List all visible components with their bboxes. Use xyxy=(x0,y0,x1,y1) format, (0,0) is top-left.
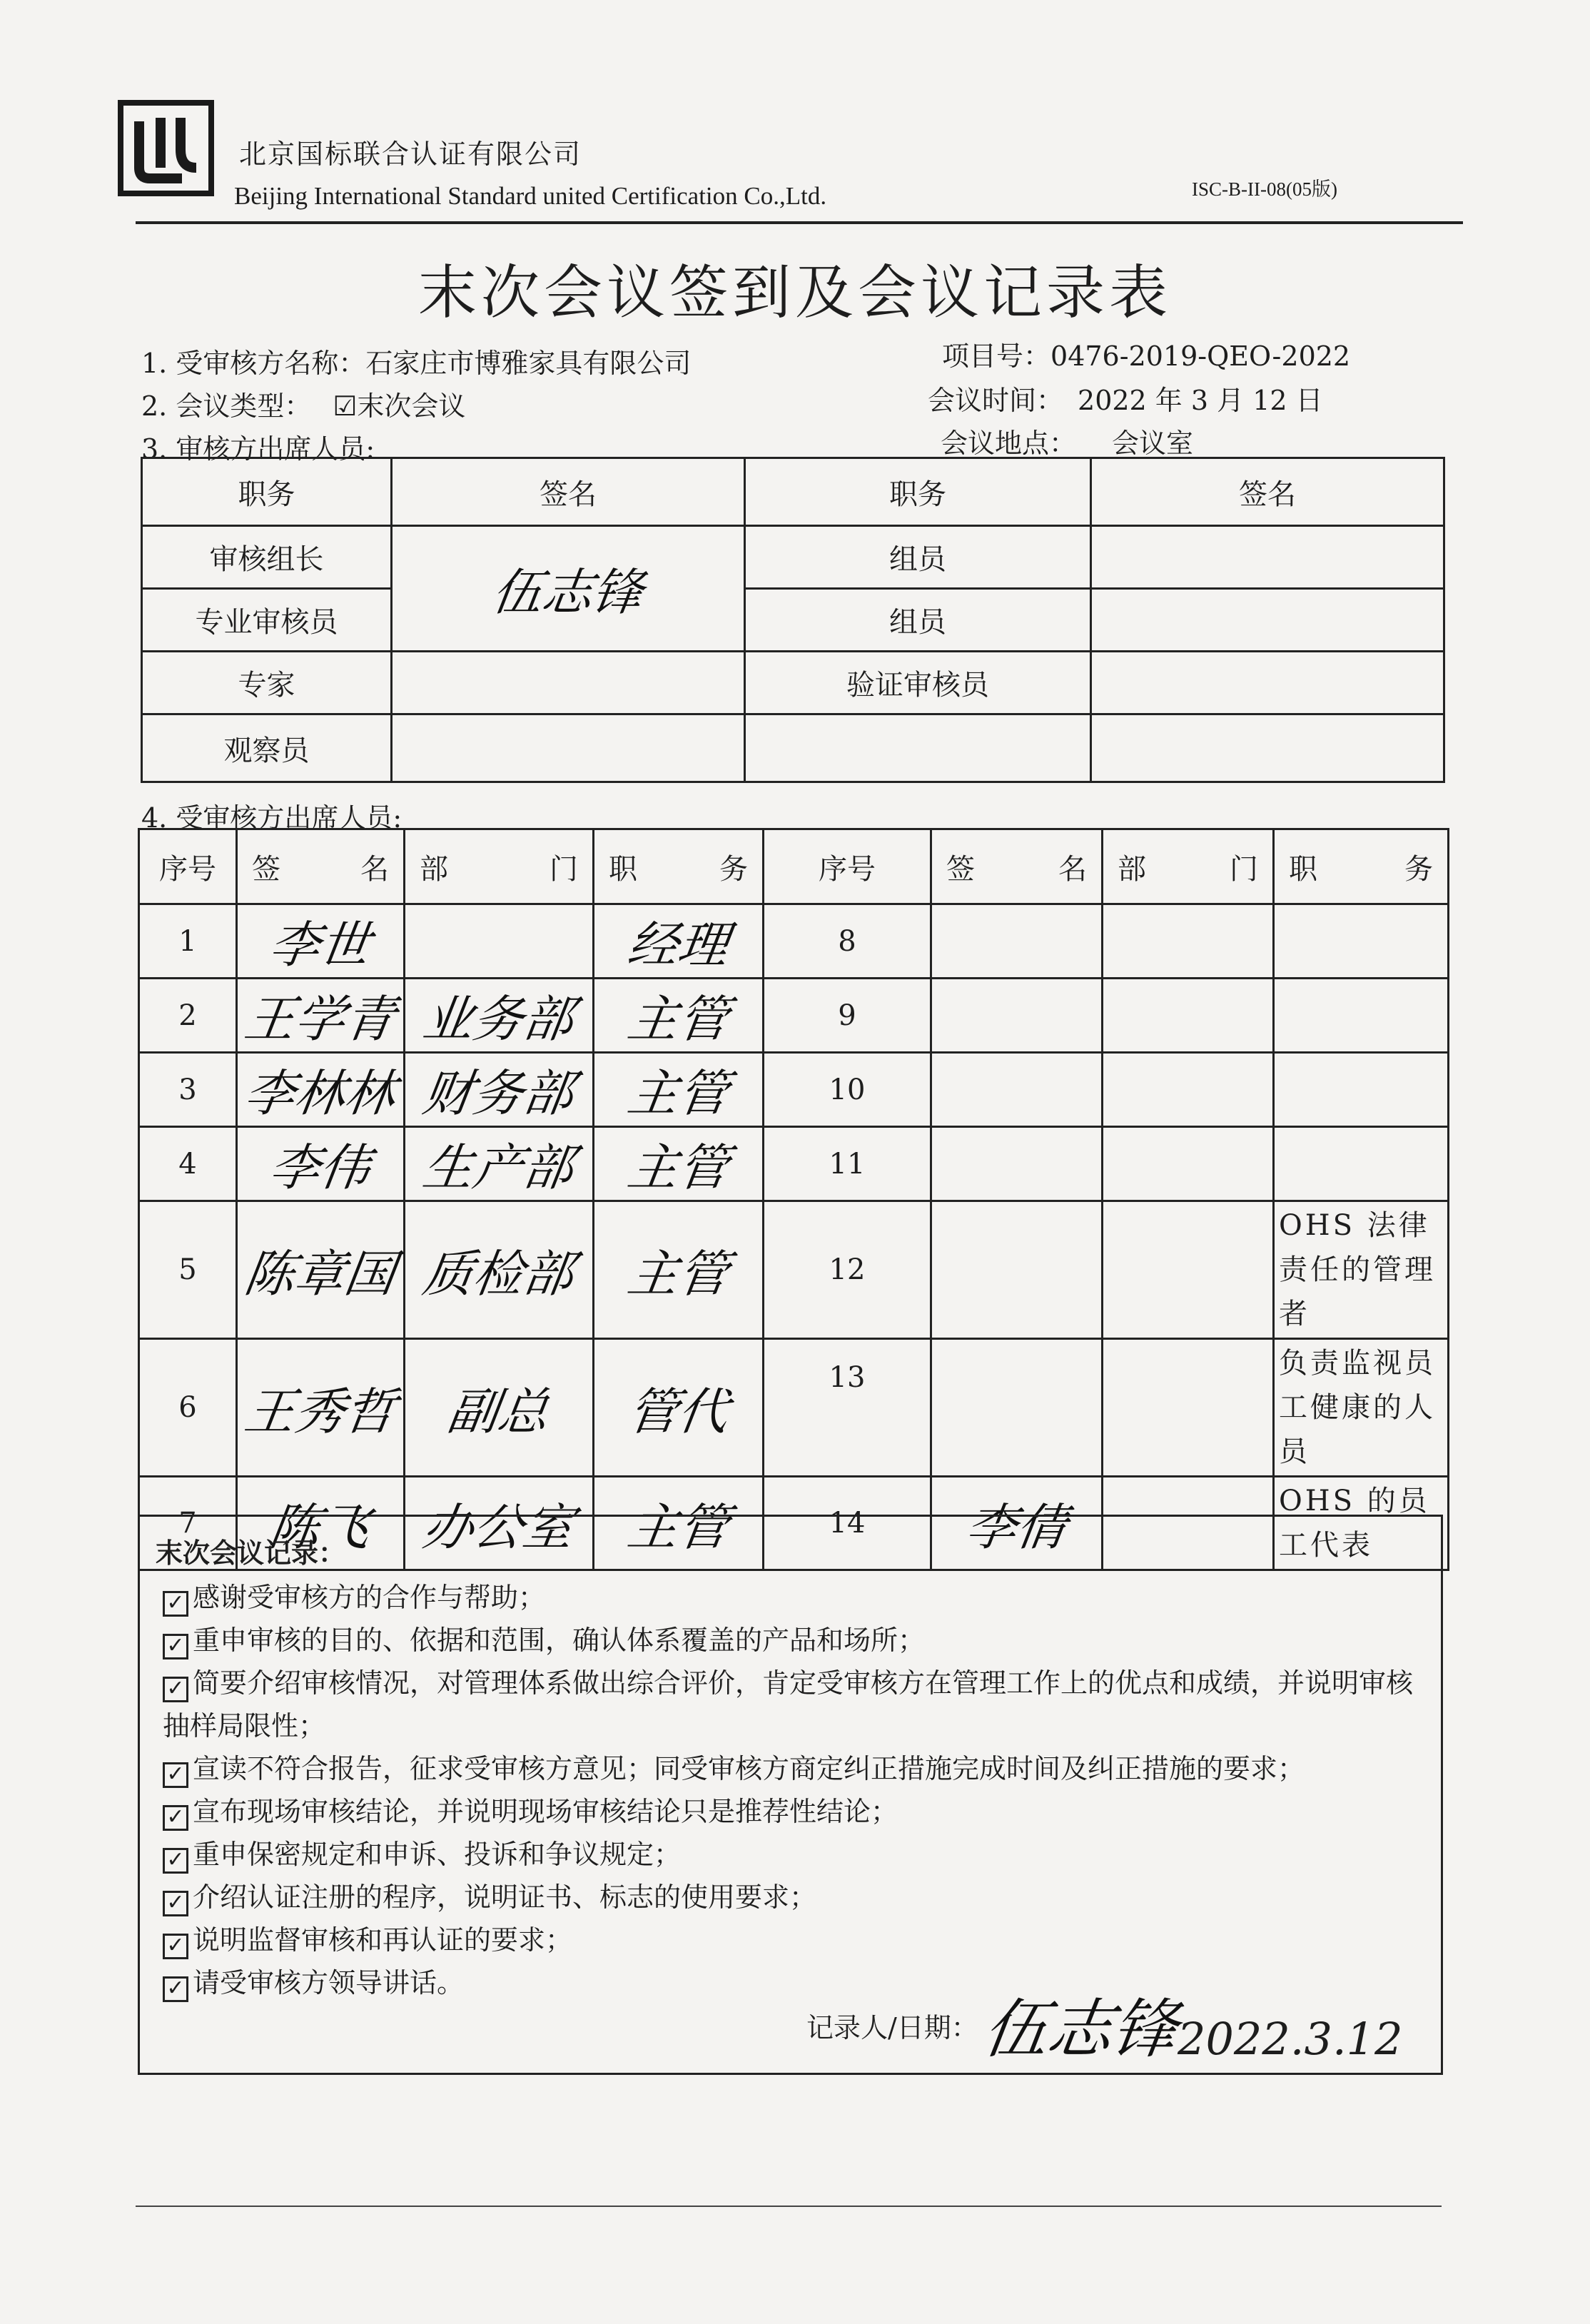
signature-cell xyxy=(1091,714,1444,782)
company-name-cn: 北京国标联合认证有限公司 xyxy=(239,138,582,170)
title-cell xyxy=(594,1339,764,1477)
title-cell-2 xyxy=(1274,904,1449,979)
signature-cell xyxy=(1091,589,1444,652)
row-no-2: 13 xyxy=(764,1339,931,1477)
row-no: 5 xyxy=(139,1201,237,1339)
row-no: 6 xyxy=(139,1339,237,1477)
table-row xyxy=(139,979,1449,1053)
role-expert: 专家 xyxy=(142,652,392,714)
meeting-type-line xyxy=(141,384,465,423)
checkbox-checked-icon: ✓ xyxy=(163,1634,188,1659)
header-dept-2: 部 门 xyxy=(1103,829,1274,904)
sign-cell-2 xyxy=(931,979,1103,1053)
note-item: ✓ 重申保密规定和申诉、投诉和争议规定； xyxy=(163,1833,1428,1876)
note-item: ✓ 重申审核的目的、依据和范围，确认体系覆盖的产品和场所； xyxy=(163,1619,1428,1662)
dept-value: 财务部 xyxy=(419,1064,577,1123)
table-row xyxy=(139,1127,1449,1201)
meeting-time-label: 会议时间： xyxy=(928,385,1064,416)
signature-cell xyxy=(392,714,745,782)
attendee-signature-2: 李倩 xyxy=(961,1497,1070,1557)
note-item: ✓ 请受审核方领导讲话。 xyxy=(163,1961,1428,2004)
attendee-signature: 陈飞 xyxy=(265,1497,374,1557)
table-row xyxy=(139,1053,1449,1127)
notes-title: 末次会议记录： xyxy=(156,1537,346,1569)
sign-cell xyxy=(237,1201,405,1339)
meeting-type-label: 2. 会议类型： xyxy=(141,390,312,422)
checkbox-checked-icon: ✓ xyxy=(163,1848,188,1874)
meeting-notes-box xyxy=(138,1515,1443,2075)
recorder-date: 2022.3.12 xyxy=(1178,2013,1403,2065)
title-cell xyxy=(594,1201,764,1339)
recorder-label: 记录人/日期： xyxy=(806,2012,978,2043)
title-cell-2: 负责监视员工健康的人员 xyxy=(1274,1339,1449,1477)
dept-cell xyxy=(405,1053,594,1127)
auditor-attendance-table xyxy=(141,457,1445,783)
attendee-signature: 李林林 xyxy=(240,1064,399,1123)
table-row xyxy=(139,904,1449,979)
row-no: 1 xyxy=(139,904,237,979)
auditee-attendees-label: 4. 受审核方出席人员: xyxy=(141,802,402,834)
row-no: 3 xyxy=(139,1053,237,1127)
recorder-signature: 伍志锋 xyxy=(978,1992,1183,2067)
checkbox-checked-icon: ✓ xyxy=(163,1762,188,1788)
dept-value: 副总 xyxy=(444,1382,552,1441)
dept-value: 办公室 xyxy=(419,1497,577,1557)
row-no-2: 11 xyxy=(764,1127,931,1201)
title-value: 主管 xyxy=(623,1497,732,1557)
checkbox-checked-icon: ✓ xyxy=(163,1805,188,1831)
dept-cell-2 xyxy=(1103,1127,1274,1201)
auditor-signature: 伍志锋 xyxy=(488,563,647,622)
meeting-time-line xyxy=(928,378,1323,418)
header-dept: 部 门 xyxy=(405,829,594,904)
meeting-time-value: 2022 年 3 月 12 日 xyxy=(1078,385,1323,416)
meeting-place-value: 会议室 xyxy=(1112,428,1194,459)
header-no: 序号 xyxy=(139,829,237,904)
project-label: 项目号： xyxy=(942,340,1051,372)
checkbox-checked-icon: ✓ xyxy=(163,1891,188,1916)
title-cell xyxy=(594,979,764,1053)
dept-cell-2 xyxy=(1103,979,1274,1053)
note-item: ✓ 简要介绍审核情况，对管理体系做出综合评价，肯定受审核方在管理工作上的优点和成绩，并说明审核抽样局限性； xyxy=(163,1667,1414,1742)
lead-auditor-signature xyxy=(392,526,745,652)
header-no-2: 序号 xyxy=(764,829,931,904)
dept-cell xyxy=(405,904,594,979)
title-cell xyxy=(594,904,764,979)
title-cell xyxy=(594,1127,764,1201)
header-title-2: 职 务 xyxy=(1274,829,1449,904)
attendee-signature: 李世 xyxy=(265,916,374,974)
checkbox-checked-icon: ✓ xyxy=(163,1934,188,1959)
project-line xyxy=(942,334,1350,373)
title-value: 主管 xyxy=(623,1064,732,1123)
role-verification-auditor: 验证审核员 xyxy=(745,652,1091,714)
row-no-2: 10 xyxy=(764,1053,931,1127)
attendee-signature: 陈章国 xyxy=(240,1244,399,1303)
header-signature-right: 签名 xyxy=(1091,458,1444,526)
sign-cell xyxy=(237,979,405,1053)
footer-divider xyxy=(136,2206,1442,2207)
sign-cell xyxy=(237,1339,405,1477)
note-item: ✓ 说明监督审核和再认证的要求； xyxy=(163,1919,1428,1961)
note-item: ✓ 感谢受审核方的合作与帮助； xyxy=(163,1576,1428,1619)
company-name-en: Beijing International Standard united Certification Co.,Ltd. xyxy=(234,182,827,210)
row-no: 7 xyxy=(139,1477,237,1570)
document-code: ISC-B-II-08(05版) xyxy=(1192,178,1337,200)
header-title: 职 务 xyxy=(594,829,764,904)
sign-cell xyxy=(237,1127,405,1201)
row-no-2: 14 xyxy=(764,1477,931,1570)
header-role-right: 职务 xyxy=(745,458,1091,526)
role-professional-auditor: 专业审核员 xyxy=(142,589,392,652)
sign-cell-2 xyxy=(931,1053,1103,1127)
header-divider xyxy=(136,221,1463,224)
project-value: 0476-2019-QEO-2022 xyxy=(1050,340,1351,372)
title-value: 主管 xyxy=(623,990,732,1049)
dept-value: 质检部 xyxy=(419,1244,577,1303)
dept-cell xyxy=(405,1201,594,1339)
role-lead-auditor: 审核组长 xyxy=(142,526,392,589)
note-item: ✓ 介绍认证注册的程序，说明证书、标志的使用要求； xyxy=(163,1876,1428,1919)
title-value: 主管 xyxy=(623,1138,732,1197)
dept-cell-2 xyxy=(1103,1053,1274,1127)
title-value: 经理 xyxy=(623,916,732,974)
role-member-2: 组员 xyxy=(745,589,1091,652)
dept-cell xyxy=(405,979,594,1053)
row-no: 2 xyxy=(139,979,237,1053)
title-cell-2: OHS 的员工代表 xyxy=(1274,1477,1449,1570)
sign-cell-2 xyxy=(931,1339,1103,1477)
auditee-value: 石家庄市博雅家具有限公司 xyxy=(365,348,692,379)
row-no: 4 xyxy=(139,1127,237,1201)
title-cell-2 xyxy=(1274,979,1449,1053)
checkbox-checked-icon: ✓ xyxy=(163,1677,188,1702)
dept-value: 生产部 xyxy=(419,1138,577,1197)
sign-cell-2 xyxy=(931,1201,1103,1339)
company-logo xyxy=(118,100,214,196)
table-row xyxy=(139,1339,1449,1477)
auditee-name-line xyxy=(141,341,691,380)
signature-cell xyxy=(1091,526,1444,589)
title-cell xyxy=(594,1053,764,1127)
header-role-left: 职务 xyxy=(142,458,392,526)
sign-cell-2 xyxy=(931,1127,1103,1201)
attendee-signature: 李伟 xyxy=(265,1138,374,1197)
checkbox-checked-icon: ✓ xyxy=(163,1976,188,2002)
dept-cell-2 xyxy=(1103,1339,1274,1477)
header-sign: 签 名 xyxy=(237,829,405,904)
note-item: ✓ 宣读不符合报告，征求受审核方意见；同受审核方商定纠正措施完成时间及纠正措施的要求； xyxy=(163,1747,1428,1790)
attendee-signature: 王学青 xyxy=(240,990,399,1049)
auditee-attendance-table xyxy=(138,828,1449,1571)
checkbox-checked-icon: ✓ xyxy=(163,1591,188,1617)
row-no-2: 9 xyxy=(764,979,931,1053)
signature-cell xyxy=(392,652,745,714)
row-no-2: 12 xyxy=(764,1201,931,1339)
header-signature-left: 签名 xyxy=(392,458,745,526)
title-cell-2 xyxy=(1274,1053,1449,1127)
row-no-2: 8 xyxy=(764,904,931,979)
attendee-signature: 王秀哲 xyxy=(240,1382,399,1441)
meeting-place-line xyxy=(941,421,1193,460)
dept-value: 业务部 xyxy=(419,990,577,1049)
title-cell-2: OHS 法律责任的管理者 xyxy=(1274,1201,1449,1339)
dept-cell-2 xyxy=(1103,1201,1274,1339)
title-value: 管代 xyxy=(623,1382,732,1441)
title-cell-2 xyxy=(1274,1127,1449,1201)
table-row xyxy=(139,1201,1449,1339)
role-member-1: 组员 xyxy=(745,526,1091,589)
sign-cell xyxy=(237,1053,405,1127)
page-title: 末次会议签到及会议记录表 xyxy=(417,259,1172,327)
signature-cell xyxy=(1091,652,1444,714)
note-item: ✓ 宣布现场审核结论，并说明现场审核结论只是推荐性结论； xyxy=(163,1790,1428,1833)
auditors-label: 3. 审核方出席人员: xyxy=(141,433,375,465)
role-empty xyxy=(745,714,1091,782)
auditee-label: 1. 受审核方名称： xyxy=(141,348,366,379)
dept-cell xyxy=(405,1127,594,1201)
role-observer: 观察员 xyxy=(142,714,392,782)
sign-cell-2 xyxy=(931,904,1103,979)
title-value: 主管 xyxy=(623,1244,732,1303)
header-sign-2: 签 名 xyxy=(931,829,1103,904)
sign-cell xyxy=(237,904,405,979)
dept-cell-2 xyxy=(1103,904,1274,979)
meeting-place-label: 会议地点： xyxy=(941,428,1077,459)
meeting-type-value: ☑末次会议 xyxy=(333,390,466,422)
dept-cell xyxy=(405,1339,594,1477)
